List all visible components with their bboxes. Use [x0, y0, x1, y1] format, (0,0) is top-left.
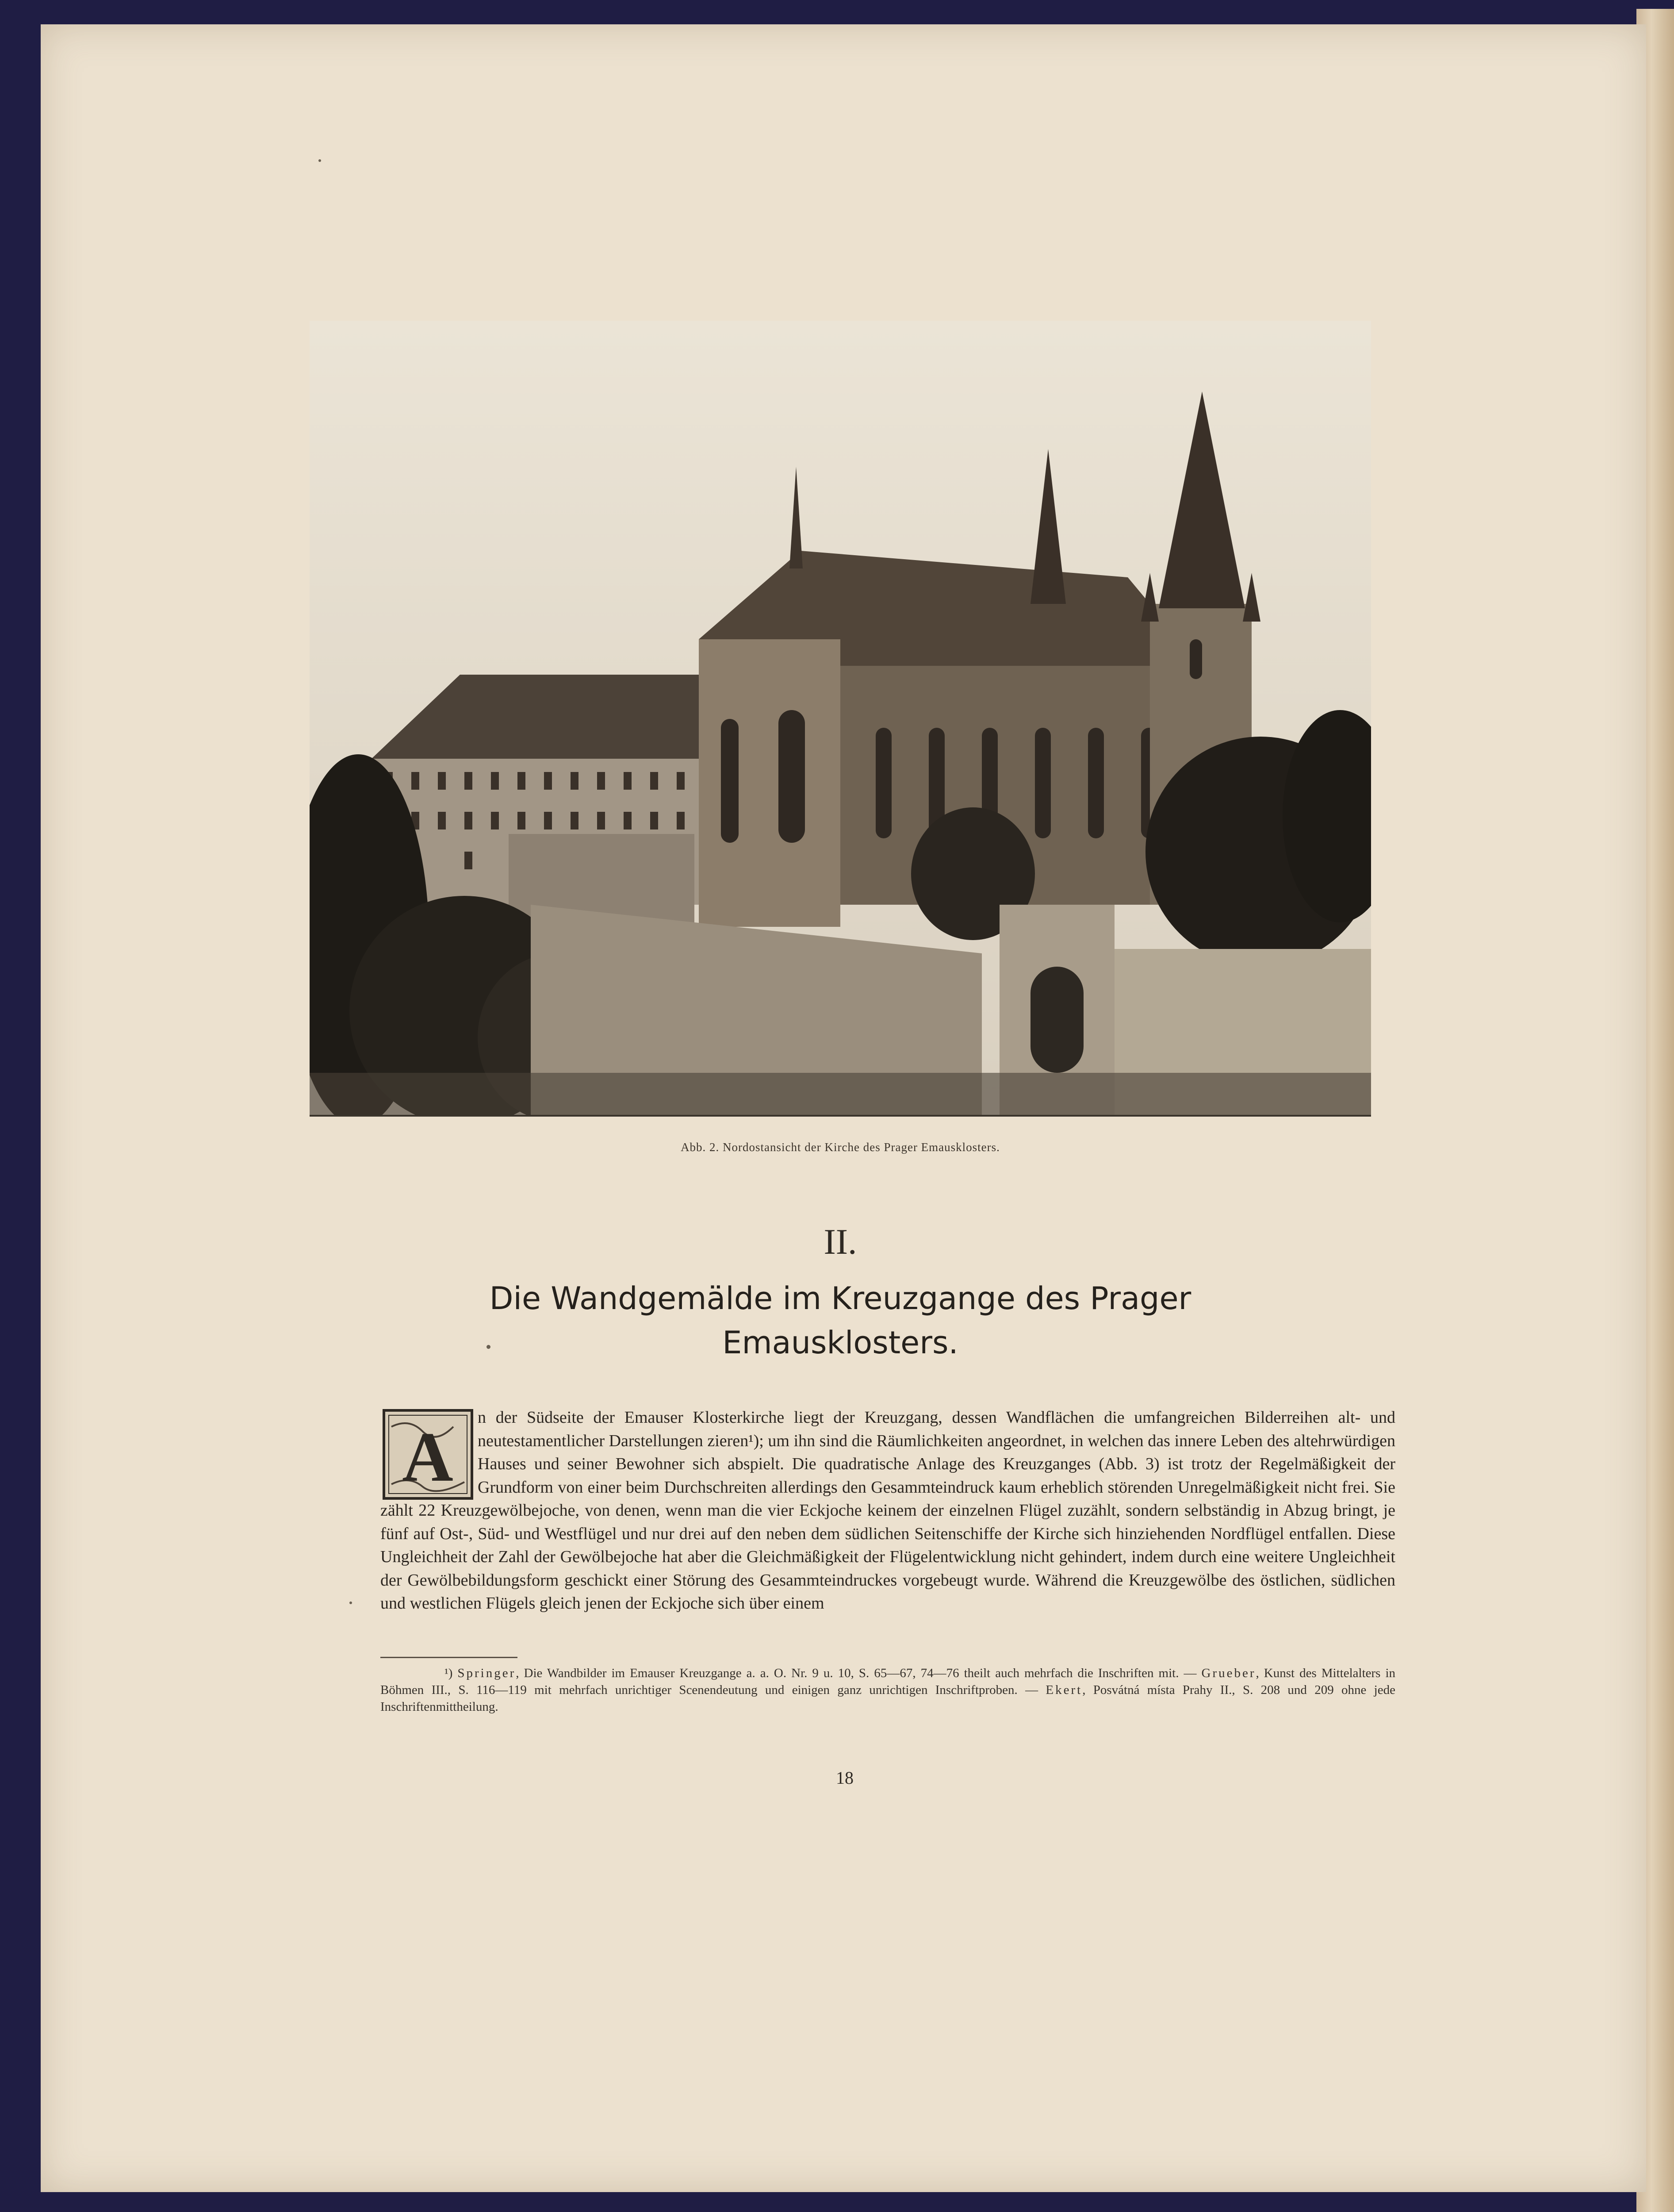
footnote-part-1: , Die Wandbilder im Emauser Kreuzgange a. a. O. Nr. 9 u. 10, S. 65—67, 74—76 theilt auch mehrfach die Inschriften mit. — [516, 1666, 1202, 1680]
footnote-author-grueber: Grueber [1201, 1666, 1256, 1680]
footnote-rule [380, 1657, 517, 1658]
body-paragraph [380, 1406, 1395, 1615]
footnote-author-ekert: Ekert [1046, 1683, 1083, 1697]
chapter-number: II. [824, 1221, 857, 1262]
paper-speck [349, 1601, 352, 1604]
figure-caption: Abb. 2. Nordostansicht der Kirche des Prager Emausklosters. [681, 1141, 1000, 1154]
chapter-heading [425, 1276, 1256, 1365]
heading-line-1: Die Wandgemälde im Kreuzgange des Prager [489, 1280, 1191, 1317]
footnote-part-3: , Posvátná místa Prahy II., S. 208 und 209 ohne jede Inschriftenmittheilung. [380, 1683, 1395, 1714]
body-text: n der Südseite der Emauser Klosterkirche liegt der Kreuzgang, dessen Wandflächen die umfangreichen Bilderreihen alt- und neutestamentlicher Darstellungen zieren¹); um ihn sind die Räumlichkeiten angeordnet, in welchen das innere Leben des altehrwürdigen Hauses und seiner Bewohner sich abspielt. Die quadratische Anlage des Kreuzganges (Abb. 3) ist trotz der Regelmäßigkeit der Grundform von einer beim Durchschreiten allerdings den Gesammteindruck kaum erheblich störenden Unregelmäßigkeit nicht frei. Sie zählt 22 Kreuzgewölbejoche, von denen, wenn man die vier Eckjoche keinem der einzelnen Flügel zuzählt, sondern selbständig in Abzug bringt, je fünf auf Ost-, Süd- und Westflügel und nur drei auf den neben dem südlichen Seitenschiffe der Kirche sich hinziehenden Nordflügel entfallen. Diese Ungleichheit der Zahl der Gewölbejoche hat aber die Gleichmäßigkeit der Flügelentwicklung nicht gehindert, indem durch eine weitere Ungleichheit der Gewölbebildungsform geschickt einer Störung des Gesammteindruckes vorgebeugt wurde. Während die Kreuzgewölbe des östlichen, südlichen und westlichen Flügels gleich jenen der Eckjoche sich über einem [380, 1408, 1395, 1613]
page-number: 18 [836, 1768, 854, 1788]
church-photograph [310, 321, 1371, 1117]
footnote-part-2: , Kunst des Mittelalters in Böhmen III., S. 116—119 mit mehrfach unrichtiger Scenendeutung und einigen ganz unrichtigen Inschriftproben. — [380, 1666, 1396, 1697]
heading-line-2: Emausklosters. [722, 1325, 958, 1361]
footnote-author-springer: Springer [457, 1666, 516, 1680]
footnote [380, 1665, 1395, 1715]
paper-speck [318, 159, 321, 162]
initial-letter: A [402, 1417, 453, 1496]
paper-speck [486, 1345, 490, 1349]
footnote-marker: ¹) [444, 1666, 453, 1680]
